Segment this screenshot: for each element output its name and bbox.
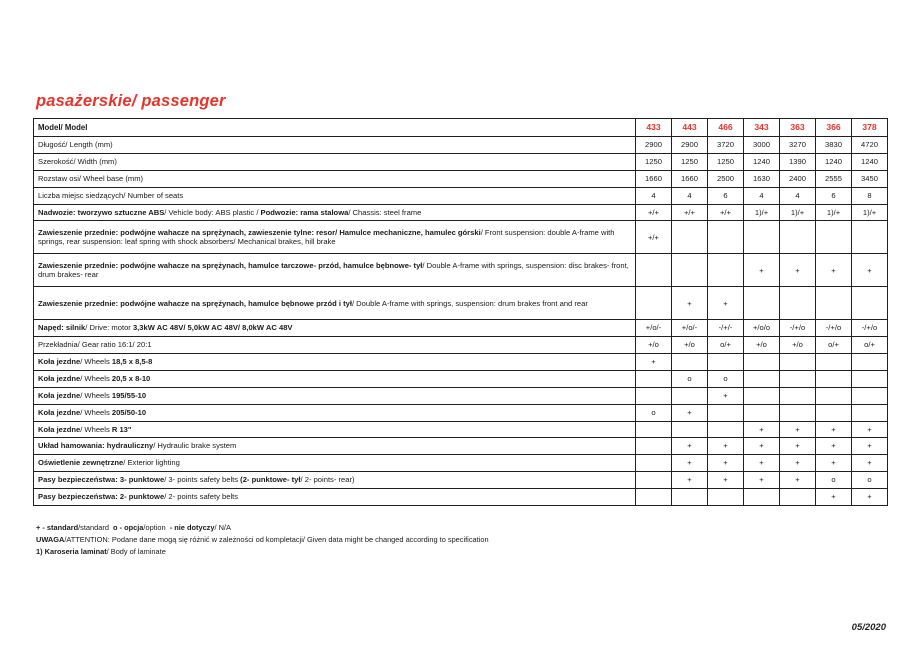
cell-366	[816, 371, 852, 388]
cell-366: 1240	[816, 154, 852, 171]
table-row	[34, 170, 888, 187]
cell-433	[636, 371, 672, 388]
cell-466: +	[708, 287, 744, 320]
row-label: Koła jezdne/ Wheels R 13"	[34, 421, 636, 438]
cell-343	[744, 371, 780, 388]
column-header-model-443: 443	[672, 119, 708, 137]
cell-378	[852, 404, 888, 421]
row-label: Koła jezdne/ Wheels 205/50-10	[34, 404, 636, 421]
cell-343: 1240	[744, 154, 780, 171]
cell-433	[636, 421, 672, 438]
row-label: Liczba miejsc siedzących/ Number of seats	[34, 187, 636, 204]
table-row	[34, 187, 888, 204]
cell-443	[672, 387, 708, 404]
cell-433: +/+	[636, 204, 672, 221]
row-label: Zawieszenie przednie: podwójne wahacze na sprężynach, hamulce bębnowe przód i tył/ Double A-frame with springs, suspension: drum brakes front and rear	[34, 287, 636, 320]
cell-443: +	[672, 438, 708, 455]
cell-366: +	[816, 489, 852, 506]
cell-433: o	[636, 404, 672, 421]
cell-366: +	[816, 438, 852, 455]
cell-343	[744, 354, 780, 371]
cell-378: 4720	[852, 137, 888, 154]
row-label: Zawieszenie przednie: podwójne wahacze na sprężynach, hamulce tarczowe- przód, hamulce bębnowe- tył/ Double A-frame with springs, suspension: disc brakes- front, drum brakes- rear	[34, 254, 636, 287]
row-label: Pasy bezpieczeństwa: 3- punktowe/ 3- points safety belts (2- punktowe- tył/ 2- points- rear)	[34, 472, 636, 489]
cell-378	[852, 354, 888, 371]
cell-443: +	[672, 455, 708, 472]
cell-466: o/+	[708, 337, 744, 354]
row-label: Szerokość/ Width (mm)	[34, 154, 636, 171]
cell-343: +/o/o	[744, 320, 780, 337]
cell-443	[672, 354, 708, 371]
cell-466: 1250	[708, 154, 744, 171]
cell-378: -/+/o	[852, 320, 888, 337]
cell-466: o	[708, 371, 744, 388]
cell-343: 4	[744, 187, 780, 204]
cell-343: +	[744, 254, 780, 287]
cell-466	[708, 489, 744, 506]
table-row	[34, 387, 888, 404]
cell-343	[744, 287, 780, 320]
cell-443	[672, 254, 708, 287]
cell-363: +	[780, 254, 816, 287]
cell-378: 3450	[852, 170, 888, 187]
cell-363: 1390	[780, 154, 816, 171]
table-row	[34, 438, 888, 455]
cell-443	[672, 489, 708, 506]
cell-363: +	[780, 438, 816, 455]
cell-433	[636, 455, 672, 472]
column-header-model-466: 466	[708, 119, 744, 137]
cell-343: +	[744, 438, 780, 455]
page-title: pasażerskie/ passenger	[36, 92, 226, 110]
cell-366	[816, 387, 852, 404]
cell-366	[816, 221, 852, 254]
cell-363: +	[780, 421, 816, 438]
cell-366: +	[816, 421, 852, 438]
cell-378: +	[852, 421, 888, 438]
cell-366	[816, 287, 852, 320]
cell-366	[816, 354, 852, 371]
cell-363: 1)/+	[780, 204, 816, 221]
row-label: Koła jezdne/ Wheels 18,5 x 8,5-8	[34, 354, 636, 371]
footnotes	[36, 522, 489, 559]
cell-363: 3270	[780, 137, 816, 154]
cell-433: 4	[636, 187, 672, 204]
footnote-laminate: 1) Karoseria laminat/ Body of laminate	[36, 547, 166, 557]
table-row	[34, 204, 888, 221]
cell-378: 1)/+	[852, 204, 888, 221]
table-row	[34, 472, 888, 489]
cell-433: +	[636, 354, 672, 371]
cell-366: +	[816, 455, 852, 472]
table-row	[34, 320, 888, 337]
cell-343: 1630	[744, 170, 780, 187]
footnote-attention: UWAGA/ATTENTION: Podane dane mogą się różnić w zależności od kompletacji/ Given data might be changed according to specification	[36, 535, 489, 545]
table-row	[34, 154, 888, 171]
cell-466	[708, 421, 744, 438]
row-label: Pasy bezpieczeństwa: 2- punktowe/ 2- points safety belts	[34, 489, 636, 506]
cell-466: 2500	[708, 170, 744, 187]
cell-466: +/+	[708, 204, 744, 221]
cell-466: 3720	[708, 137, 744, 154]
cell-466: 6	[708, 187, 744, 204]
cell-433: 1660	[636, 170, 672, 187]
cell-443: 1660	[672, 170, 708, 187]
row-label: Długość/ Length (mm)	[34, 137, 636, 154]
cell-366: +	[816, 254, 852, 287]
row-label: Nadwozie: tworzywo sztuczne ABS/ Vehicle body: ABS plastic / Podwozie: rama stalowa/ Chassis: steel frame	[34, 204, 636, 221]
cell-466: +	[708, 472, 744, 489]
column-header-model-343: 343	[744, 119, 780, 137]
cell-443: +/+	[672, 204, 708, 221]
cell-443: +	[672, 472, 708, 489]
table-row	[34, 354, 888, 371]
cell-366: 2555	[816, 170, 852, 187]
cell-378: o/+	[852, 337, 888, 354]
cell-366: 1)/+	[816, 204, 852, 221]
table-row	[34, 137, 888, 154]
cell-363: +	[780, 472, 816, 489]
table-row	[34, 489, 888, 506]
cell-378: o	[852, 472, 888, 489]
cell-378: +	[852, 254, 888, 287]
cell-363: +/o	[780, 337, 816, 354]
cell-343	[744, 489, 780, 506]
cell-433	[636, 287, 672, 320]
cell-443: 1250	[672, 154, 708, 171]
cell-378: +	[852, 489, 888, 506]
table-row	[34, 254, 888, 287]
column-header-model: Model/ Model	[34, 119, 636, 137]
table-row	[34, 337, 888, 354]
row-label: Przekładnia/ Gear ratio 16:1/ 20:1	[34, 337, 636, 354]
cell-443: 4	[672, 187, 708, 204]
cell-366: 6	[816, 187, 852, 204]
row-label: Zawieszenie przednie: podwójne wahacze na sprężynach, zawieszenie tylne: resor/ Hamulce mechaniczne, hamulec górski/ Front suspension: double A-frame with springs, rear suspension: leaf spring with shock absorbers/ Mechanical brakes, hill brake	[34, 221, 636, 254]
row-label: Oświetlenie zewnętrzne/ Exterior lighting	[34, 455, 636, 472]
cell-466: +	[708, 387, 744, 404]
cell-363: +	[780, 455, 816, 472]
column-header-model-378: 378	[852, 119, 888, 137]
footer-date: 05/2020	[851, 622, 886, 633]
cell-363	[780, 371, 816, 388]
cell-343: +	[744, 421, 780, 438]
cell-433: 1250	[636, 154, 672, 171]
cell-366	[816, 404, 852, 421]
cell-466	[708, 254, 744, 287]
table-header-row	[34, 119, 888, 137]
column-header-model-433: 433	[636, 119, 672, 137]
cell-366: o/+	[816, 337, 852, 354]
cell-433: +/o/-	[636, 320, 672, 337]
cell-343: 1)/+	[744, 204, 780, 221]
cell-363	[780, 354, 816, 371]
cell-433: +/+	[636, 221, 672, 254]
row-label: Rozstaw osi/ Wheel base (mm)	[34, 170, 636, 187]
cell-363	[780, 489, 816, 506]
row-label: Koła jezdne/ Wheels 20,5 x 8-10	[34, 371, 636, 388]
table-row	[34, 221, 888, 254]
cell-343	[744, 221, 780, 254]
cell-443: +	[672, 404, 708, 421]
cell-433: +/o	[636, 337, 672, 354]
cell-378	[852, 371, 888, 388]
table-row	[34, 455, 888, 472]
cell-363	[780, 404, 816, 421]
table-row	[34, 371, 888, 388]
cell-378: 8	[852, 187, 888, 204]
cell-466	[708, 404, 744, 421]
cell-363: 4	[780, 187, 816, 204]
cell-366: 3830	[816, 137, 852, 154]
row-label: Układ hamowania: hydrauliczny/ Hydraulic brake system	[34, 438, 636, 455]
specification-table	[33, 118, 888, 506]
cell-433	[636, 387, 672, 404]
cell-363: 2400	[780, 170, 816, 187]
cell-343: +/o	[744, 337, 780, 354]
cell-343: 3000	[744, 137, 780, 154]
cell-443	[672, 221, 708, 254]
cell-466: +	[708, 455, 744, 472]
cell-443: +/o	[672, 337, 708, 354]
cell-466: -/+/-	[708, 320, 744, 337]
cell-363: -/+/o	[780, 320, 816, 337]
cell-443: +	[672, 287, 708, 320]
cell-443: 2900	[672, 137, 708, 154]
cell-433	[636, 489, 672, 506]
cell-466	[708, 221, 744, 254]
cell-433	[636, 254, 672, 287]
cell-366: o	[816, 472, 852, 489]
cell-366: -/+/o	[816, 320, 852, 337]
cell-466	[708, 354, 744, 371]
cell-433: 2900	[636, 137, 672, 154]
cell-433	[636, 472, 672, 489]
cell-378: 1240	[852, 154, 888, 171]
cell-363	[780, 221, 816, 254]
cell-443: +/o/-	[672, 320, 708, 337]
cell-433	[636, 438, 672, 455]
column-header-model-363: 363	[780, 119, 816, 137]
table-row	[34, 287, 888, 320]
footnote-legend: + - standard/standard o - opcja/option - nie dotyczy/ N/A	[36, 523, 231, 532]
cell-378: +	[852, 455, 888, 472]
cell-443	[672, 421, 708, 438]
cell-378	[852, 287, 888, 320]
row-label: Napęd: silnik/ Drive: motor 3,3kW AC 48V/ 5,0kW AC 48V/ 8,0kW AC 48V	[34, 320, 636, 337]
cell-443: o	[672, 371, 708, 388]
cell-343	[744, 387, 780, 404]
cell-378	[852, 221, 888, 254]
table-row	[34, 404, 888, 421]
column-header-model-366: 366	[816, 119, 852, 137]
cell-343	[744, 404, 780, 421]
cell-363	[780, 387, 816, 404]
row-label: Koła jezdne/ Wheels 195/55-10	[34, 387, 636, 404]
table-row	[34, 421, 888, 438]
table-body	[34, 119, 888, 506]
cell-343: +	[744, 472, 780, 489]
cell-378	[852, 387, 888, 404]
cell-363	[780, 287, 816, 320]
cell-343: +	[744, 455, 780, 472]
cell-378: +	[852, 438, 888, 455]
cell-466: +	[708, 438, 744, 455]
